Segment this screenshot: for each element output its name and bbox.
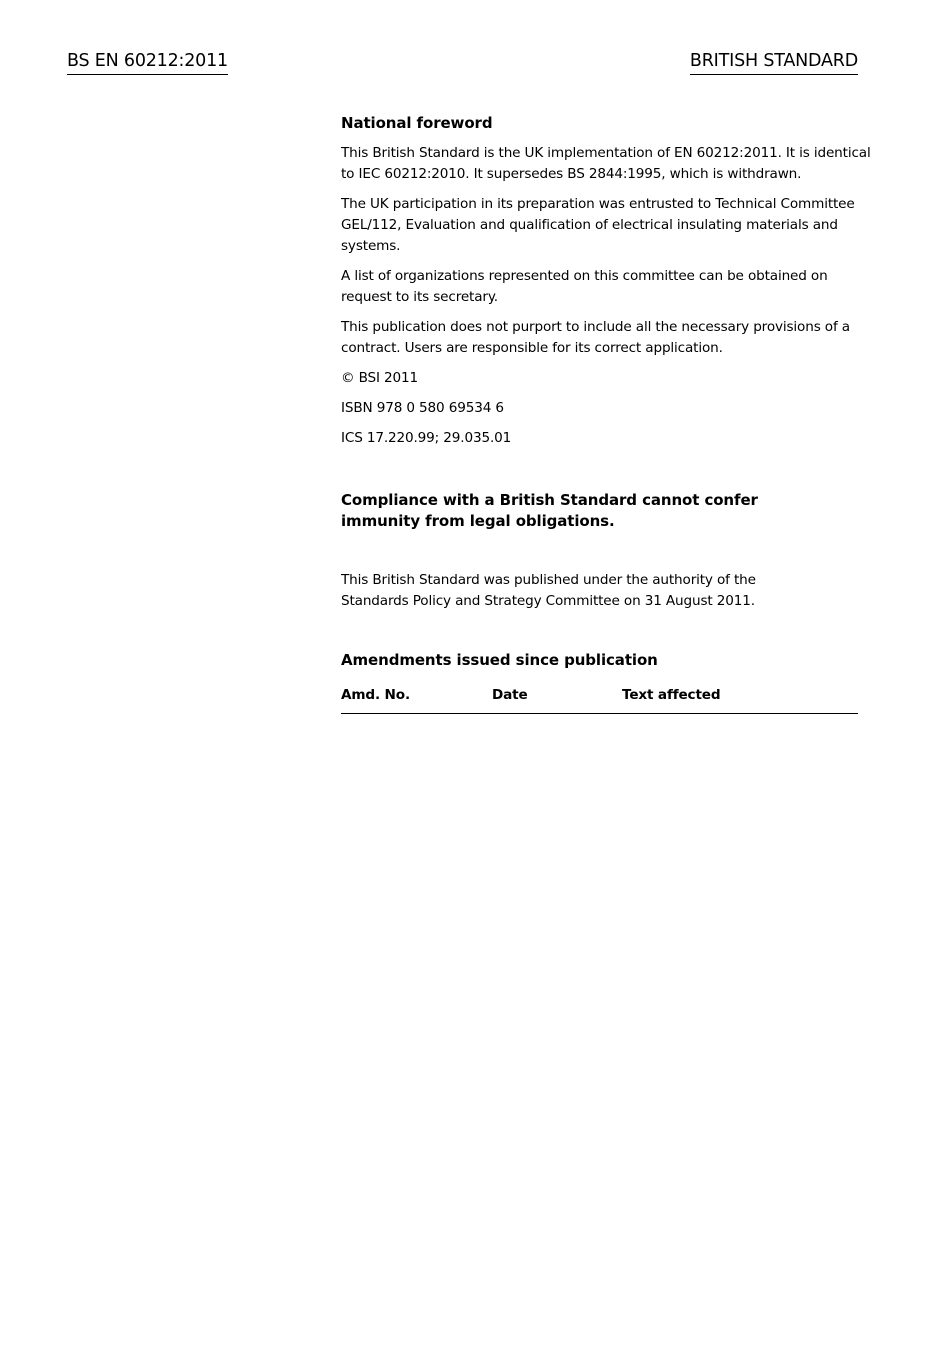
ics-line: ICS 17.220.99; 29.035.01 (341, 430, 512, 446)
foreword-paragraph: This British Standard is the UK implementation of EN 60212:2011. It is identical to IEC 60212:2010. It supersedes BS 2844:1995, which is withdrawn. (341, 145, 871, 182)
column-header-text-affected: Text affected (622, 687, 721, 703)
foreword-paragraph: A list of organizations represented on this committee can be obtained on request to its secretary. (341, 268, 828, 305)
foreword-heading: National foreword (341, 114, 493, 132)
column-header-date: Date (492, 687, 528, 703)
amendments-table (341, 684, 858, 714)
compliance-statement: Compliance with a British Standard cannot confer immunity from legal obligations. (341, 491, 758, 530)
standard-type-label: BRITISH STANDARD (690, 50, 858, 75)
column-header-amd-no: Amd. No. (341, 687, 410, 703)
isbn-line: ISBN 978 0 580 69534 6 (341, 400, 504, 416)
main-content (341, 113, 871, 714)
foreword-paragraph: The UK participation in its preparation was entrusted to Technical Committee GEL/112, Evaluation and qualification of electrical insulating materials and systems. (341, 196, 855, 254)
publication-statement: This British Standard was published under the authority of the Standards Policy and Strategy Committee on 31 August 2011. (341, 572, 756, 609)
foreword-paragraph: This publication does not purport to include all the necessary provisions of a contract. Users are responsible for its correct application. (341, 319, 850, 356)
amendments-heading: Amendments issued since publication (341, 651, 658, 669)
document-code: BS EN 60212:2011 (67, 50, 228, 75)
copyright-line: © BSI 2011 (341, 370, 419, 386)
